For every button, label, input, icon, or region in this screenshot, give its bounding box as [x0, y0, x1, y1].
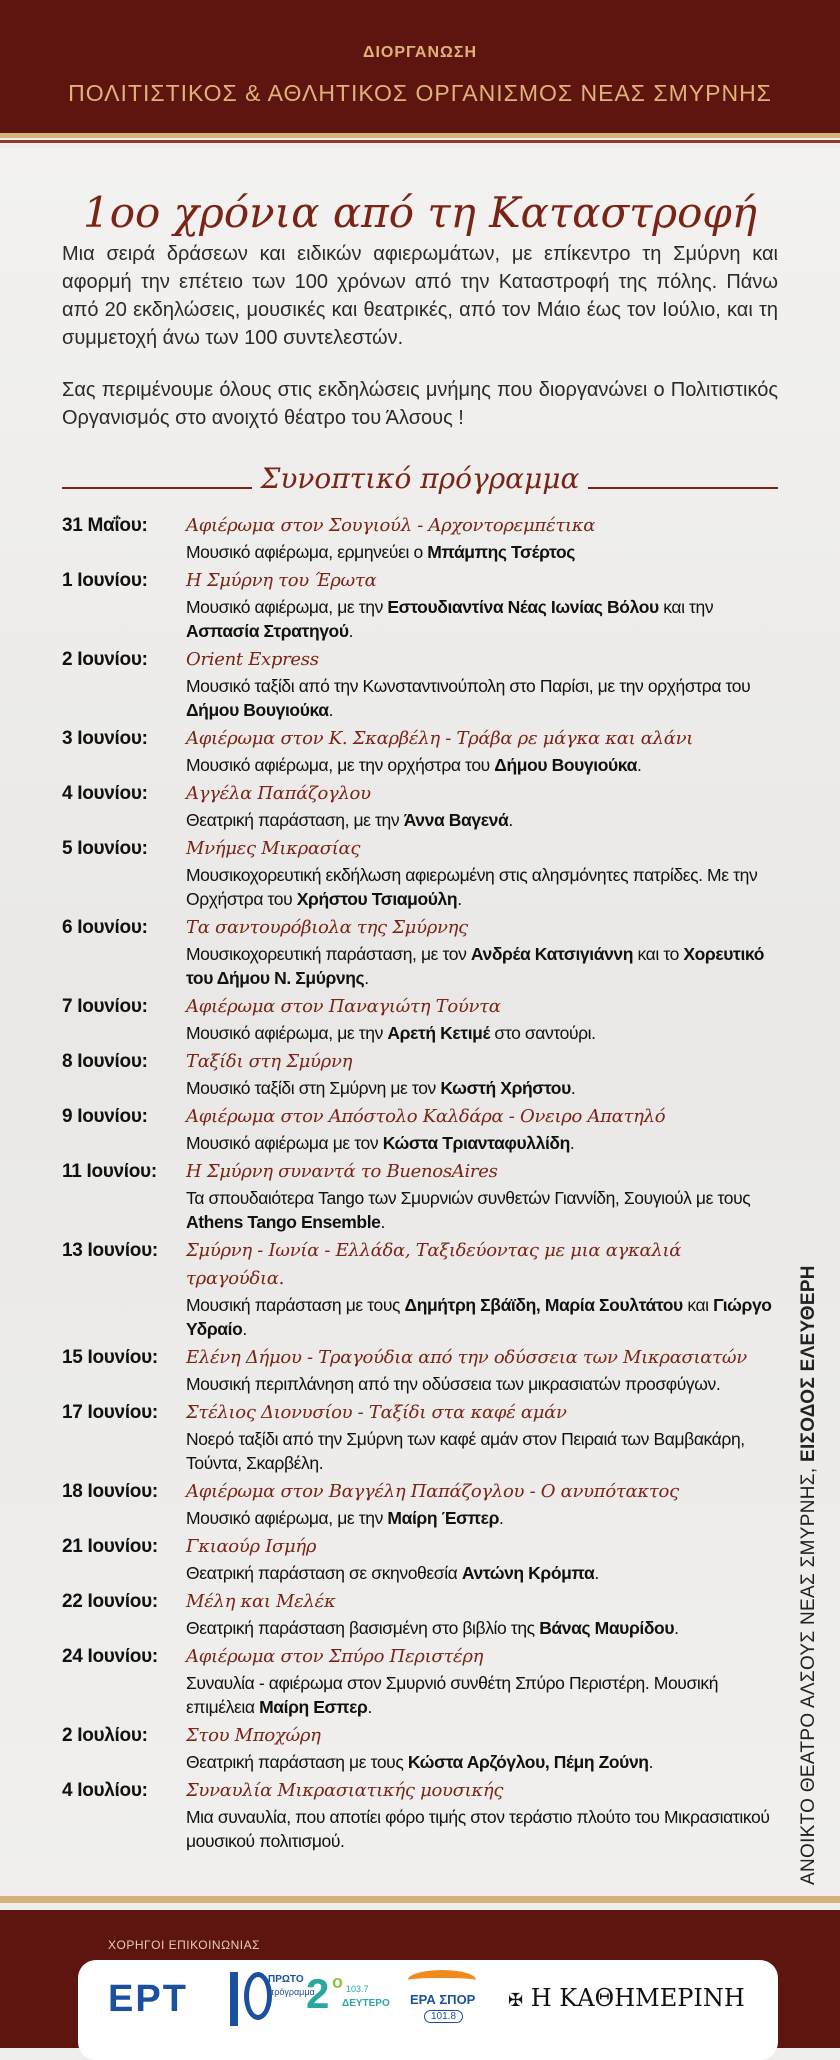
intro-paragraph-1: Μια σειρά δράσεων και ειδικών αφιερωμάτων, με επίκεντρο τη Σμύρνη και αφορμή την επέτειο των 100 χρόνων από την Καταστροφή της πόλης. Πάνω από 20 εκδηλώσεις, μουσικές και θεατρικές, από τον Μάιο έως τον Ιούλιο, και τη συμμετοχή άνω των 100 συντελεστών. [62, 243, 778, 349]
proto-bar-icon [230, 1972, 238, 2026]
program-list [62, 512, 782, 1856]
program-event [62, 1399, 782, 1475]
description-text: Μουσικό αφιέρωμα, ερμηνεύει ο [186, 542, 428, 562]
event-title: Orient Express [186, 649, 319, 670]
description-text: Θεατρική παράσταση βασισμένη στο βιβλίο της [186, 1618, 540, 1638]
performer-name: Μπάμπης Τσέρτος [427, 542, 575, 562]
event-title: Ταξίδι στη Σμύρνη [186, 1051, 353, 1072]
description-text: Μουσικό αφιέρωμα, με την [186, 597, 388, 617]
description-text: . [457, 889, 462, 909]
deftero-freq: 103.7 [346, 1984, 369, 1994]
event-description [186, 863, 782, 911]
description-text: . [348, 621, 354, 641]
performer-name: Δήμου Βουγιούκα [186, 700, 329, 720]
event-description [186, 942, 782, 990]
program-event [62, 1722, 782, 1774]
event-title: Ελένη Δήμου - Τραγούδια από την οδύσσεια των Μικρασιατών [186, 1347, 747, 1368]
description-text: Μουσικοχορευτική εκδήλωση αφιερωμένη στις αλησμόνητες πατρίδες. Με την Ορχήστρα του [186, 865, 758, 909]
description-text: Μουσικό ταξίδι από την Κωνσταντινούπολη στο Παρίσι, με την ορχήστρα του [186, 676, 751, 696]
event-description [186, 808, 782, 832]
organization-name: ΠΟΛΙΤΙΣΤΙΚΟΣ & ΑΘΛΗΤΙΚΟΣ ΟΡΓΑΝΙΣΜΟΣ ΝΕΑΣ ΣΜΥΡΝΗΣ [68, 80, 772, 106]
description-text: Μουσική περιπλάνηση από την οδύσσεια των μικρασιατών προσφύγων. [186, 1374, 721, 1394]
event-date: 22 Ιουνίου: [62, 1591, 158, 1612]
kathimerini-emblem-icon: ✠ [508, 1990, 524, 2011]
event-date: 11 Ιουνίου: [62, 1161, 157, 1182]
performer-name: Μαίρη Εσπερ [259, 1697, 368, 1717]
event-description [186, 1671, 782, 1719]
event-description [186, 1131, 782, 1155]
free-entry-text: ΕΙΣΟΔΟΣ ΕΛΕΥΘΕΡΗ [798, 1265, 819, 1463]
description-text: Μια συναυλία, που αποτίει φόρο τιμής στον τεράστιο πλούτο του Μικρασιατικού μουσικού πολιτισμού. [186, 1807, 770, 1851]
event-date: 8 Ιουνίου: [62, 1051, 148, 1072]
description-text: . [674, 1618, 679, 1638]
program-event [62, 1588, 782, 1640]
performer-name: Ανδρέα Κατσιγιάννη [470, 944, 634, 964]
event-description [186, 1427, 782, 1475]
description-text: Μουσικό αφιέρωμα με τον [186, 1133, 383, 1153]
description-text: . [570, 1078, 576, 1098]
event-date: 15 Ιουνίου: [62, 1347, 158, 1368]
event-title: Αφιέρωμα στον Παναγιώτη Τούντα [186, 996, 501, 1017]
program-event [62, 725, 782, 777]
description-text: . [636, 755, 642, 775]
event-description [186, 674, 782, 722]
description-text: . [648, 1752, 654, 1772]
description-text: και [682, 1295, 714, 1315]
kathimerini-name: Η ΚΑΘΗΜΕΡΙΝΗ [530, 1984, 745, 2012]
description-text: στο σαντούρι. [489, 1023, 596, 1043]
venue-text: ΑΝΟΙΚΤΟ ΘΕΑΤΡΟ ΑΛΣΟΥΣ ΝΕΑΣ ΣΜΥΡΝΗΣ, [798, 1462, 819, 1885]
event-description [186, 1561, 782, 1585]
description-text: Θεατρική παράσταση με τους [186, 1752, 408, 1772]
program-event [62, 1158, 782, 1234]
header-gold-stripe [0, 133, 840, 138]
event-date: 3 Ιουνίου: [62, 728, 148, 749]
event-description [186, 1076, 782, 1100]
event-title: Μνήμες Μικρασίας [186, 838, 361, 859]
program-event [62, 512, 782, 564]
event-description [186, 1750, 782, 1774]
performer-name: Άννα Βαγενά [403, 810, 509, 830]
program-event [62, 646, 782, 722]
description-text: . [380, 1212, 385, 1232]
event-title: Αφιέρωμα στον Βαγγέλη Παπάζογλου - Ο ανυπότακτος [186, 1481, 679, 1502]
performer-name: Κωστή Χρήστου [440, 1078, 571, 1098]
description-text: . [328, 700, 334, 720]
performer-name: Χρήστου Τσιαμούλη [296, 889, 458, 909]
event-title: Στέλιος Διονυσίου - Ταξίδι στα καφέ αμάν [186, 1402, 567, 1423]
performer-name: Athens Tango Ensemble [186, 1212, 381, 1232]
description-text: Τα σπουδαιότερα Tango των Σμυρνιών συνθετών Γιαννίδη, Σουγιούλ με τους [186, 1188, 751, 1208]
event-title: Αφιέρωμα στον Σουγιούλ - Αρχοντορεμπέτικα [186, 515, 596, 536]
description-text: Μουσικό αφιέρωμα, με την [186, 1023, 388, 1043]
event-date: 2 Ιουλίου: [62, 1725, 148, 1746]
event-date: 9 Ιουνίου: [62, 1106, 148, 1127]
event-title: Σμύρνη - Ιωνία - Ελλάδα, Ταξιδεύοντας με μια αγκαλιά τραγούδια. [186, 1240, 682, 1289]
event-date: 21 Ιουνίου: [62, 1536, 158, 1557]
event-date: 1 Ιουνίου: [62, 570, 148, 591]
event-description [186, 1805, 782, 1853]
event-title: Στου Μποχώρη [186, 1725, 321, 1746]
description-text: Μουσικό αφιέρωμα, με την ορχήστρα του [186, 755, 495, 775]
event-description [186, 1506, 782, 1530]
intro-paragraph-2: Σας περιμένουμε όλους στις εκδηλώσεις μνήμης που διοργανώνει ο Πολιτιστικός Οργανισμός στο ανοιχτό θέατρο του Άλσους ! [62, 379, 778, 429]
event-date: 7 Ιουνίου: [62, 996, 148, 1017]
event-date: 2 Ιουνίου: [62, 649, 148, 670]
footer-band [0, 1910, 840, 2048]
description-text: . [508, 810, 513, 830]
event-description [186, 1616, 782, 1640]
program-event [62, 914, 782, 990]
event-title: Τα σαντουρόβιολα της Σμύρνης [186, 917, 468, 938]
sponsors-card [78, 1960, 778, 2060]
venue-note [798, 1265, 820, 1885]
program-event [62, 993, 782, 1045]
era-freq: 101.8 [424, 2010, 463, 2023]
event-description [186, 1186, 782, 1234]
era-name: ΕΡΑ ΣΠΟΡ [410, 1992, 476, 2007]
program-event [62, 1048, 782, 1100]
header-red-stripe [0, 140, 840, 143]
event-description [186, 753, 782, 777]
deftero-name: ΔΕΥΤΕΡΟ [342, 1998, 390, 2009]
description-text: . [569, 1133, 575, 1153]
description-text: Θεατρική παράσταση σε σκηνοθεσία [186, 1563, 462, 1583]
program-event [62, 1777, 782, 1853]
description-text: Νοερό ταξίδι από την Σμύρνη των καφέ αμάν στον Πειραιά των Βαμβακάρη, Τούντα, Σκαρβέλη. [186, 1429, 745, 1473]
performer-name: Εστουδιαντίνα Νέας Ιωνίας Βόλου [387, 597, 659, 617]
ert-logo: ΕΡΤ [108, 1978, 188, 2020]
event-title: Αφιέρωμα στον Απόστολο Καλδάρα - Ονειρο Απατηλό [186, 1106, 666, 1127]
event-date: 5 Ιουνίου: [62, 838, 148, 859]
description-text: . [364, 968, 369, 988]
event-title: Συναυλία Μικρασιατικής μουσικής [186, 1780, 504, 1801]
event-title: Αφιέρωμα στον Κ. Σκαρβέλη - Τράβα ρε μάγκα και αλάνι [186, 728, 693, 749]
event-date: 31 Μαΐου: [62, 515, 148, 536]
event-description [186, 1021, 782, 1045]
event-date: 4 Ιουνίου: [62, 783, 148, 804]
performer-name: Γιώργο Υδραίο [186, 1295, 772, 1339]
sponsors-label: ΧΟΡΗΓΟΙ ΕΠΙΚΟΙΝΩΝΙΑΣ [108, 1938, 260, 1952]
event-description [186, 540, 782, 564]
deftero-number: 2 [306, 1970, 330, 2017]
description-text: . [594, 1563, 599, 1583]
event-title: Η Σμύρνη συναντά το BuenosAires [186, 1161, 498, 1182]
event-date: 13 Ιουνίου: [62, 1240, 158, 1261]
description-text: . [367, 1697, 372, 1717]
proto-text: ΠΡΩΤΟ [268, 1974, 304, 1985]
event-date: 18 Ιουνίου: [62, 1481, 158, 1502]
organizer-label: ΔΙΟΡΓΑΝΩΣΗ [362, 44, 478, 61]
deftero-logo [306, 1970, 396, 2030]
kathimerini-logo [508, 1984, 745, 2012]
performer-name: Κώστα Αρζόγλου, Πέμη Ζούνη [407, 1752, 649, 1772]
event-date: 17 Ιουνίου: [62, 1402, 158, 1423]
performer-name: Αρετή Κετιμέ [387, 1023, 490, 1043]
performer-name: Αντώνη Κρόμπα [461, 1563, 595, 1583]
section-title: Συνοπτικό πρόγραμμα [260, 462, 580, 495]
performer-name: Χορευτικό του Δήμου Ν. Σμύρνης [186, 944, 764, 988]
program-event [62, 1643, 782, 1719]
section-header [62, 462, 778, 498]
performer-name: Δημήτρη Σβάϊδη, Μαρία Σουλτάτου [404, 1295, 683, 1315]
program-event [62, 1103, 782, 1155]
page-title: 1οο χρόνια από τη Καταστροφή [83, 188, 757, 237]
program-event [62, 567, 782, 643]
event-title: Αγγέλα Παπάζογλου [186, 783, 371, 804]
program-event [62, 780, 782, 832]
event-title: Γκιαούρ Ισμήρ [186, 1536, 317, 1557]
program-event [62, 1533, 782, 1585]
event-title: Η Σμύρνη του Έρωτα [186, 570, 377, 591]
proto-subtext: πρόγραμμα [268, 1987, 315, 1997]
event-description [186, 595, 782, 643]
description-text: και το [633, 944, 684, 964]
performer-name: Ασπασία Στρατηγού [186, 621, 349, 641]
event-date: 4 Ιουλίου: [62, 1780, 148, 1801]
footer-gold-stripe [0, 1896, 840, 1903]
description-text: Μουσική παράσταση με τους [186, 1295, 405, 1315]
event-date: 6 Ιουνίου: [62, 917, 148, 938]
description-text: Μουσικοχορευτική παράσταση, με τον [186, 944, 471, 964]
description-text: και την [658, 597, 714, 617]
event-title: Αφιέρωμα στον Σπύρο Περιστέρη [186, 1646, 484, 1667]
era-sport-logo [404, 1968, 484, 2034]
event-description [186, 1293, 782, 1341]
description-text: Μουσικό ταξίδι στη Σμύρνη με τον [186, 1078, 441, 1098]
description-text: . [242, 1319, 247, 1339]
performer-name: Κώστα Τριανταφυλλίδη [382, 1133, 570, 1153]
event-description [186, 1372, 782, 1396]
performer-name: Δήμου Βουγιούκα [494, 755, 637, 775]
description-text: . [499, 1508, 504, 1528]
performer-name: Μαίρη Έσπερ [387, 1508, 500, 1528]
era-arc-icon [408, 1970, 476, 1990]
description-text: Συναυλία - αφιέρωμα στον Σμυρνιό συνθέτη Σπύρο Περιστέρη. Μουσική επιμέλεια [186, 1673, 719, 1717]
description-text: Θεατρική παράσταση, με την [186, 810, 404, 830]
event-date: 24 Ιουνίου: [62, 1646, 158, 1667]
program-event [62, 1478, 782, 1530]
header-band [0, 0, 840, 133]
program-event [62, 835, 782, 911]
description-text: Μουσικό αφιέρωμα, με την [186, 1508, 388, 1528]
event-title: Μέλη και Μελέκ [186, 1591, 336, 1612]
program-event [62, 1237, 782, 1341]
deftero-sup: ο [332, 1972, 343, 1992]
performer-name: Βάνας Μαυρίδου [539, 1618, 675, 1638]
program-event [62, 1344, 782, 1396]
